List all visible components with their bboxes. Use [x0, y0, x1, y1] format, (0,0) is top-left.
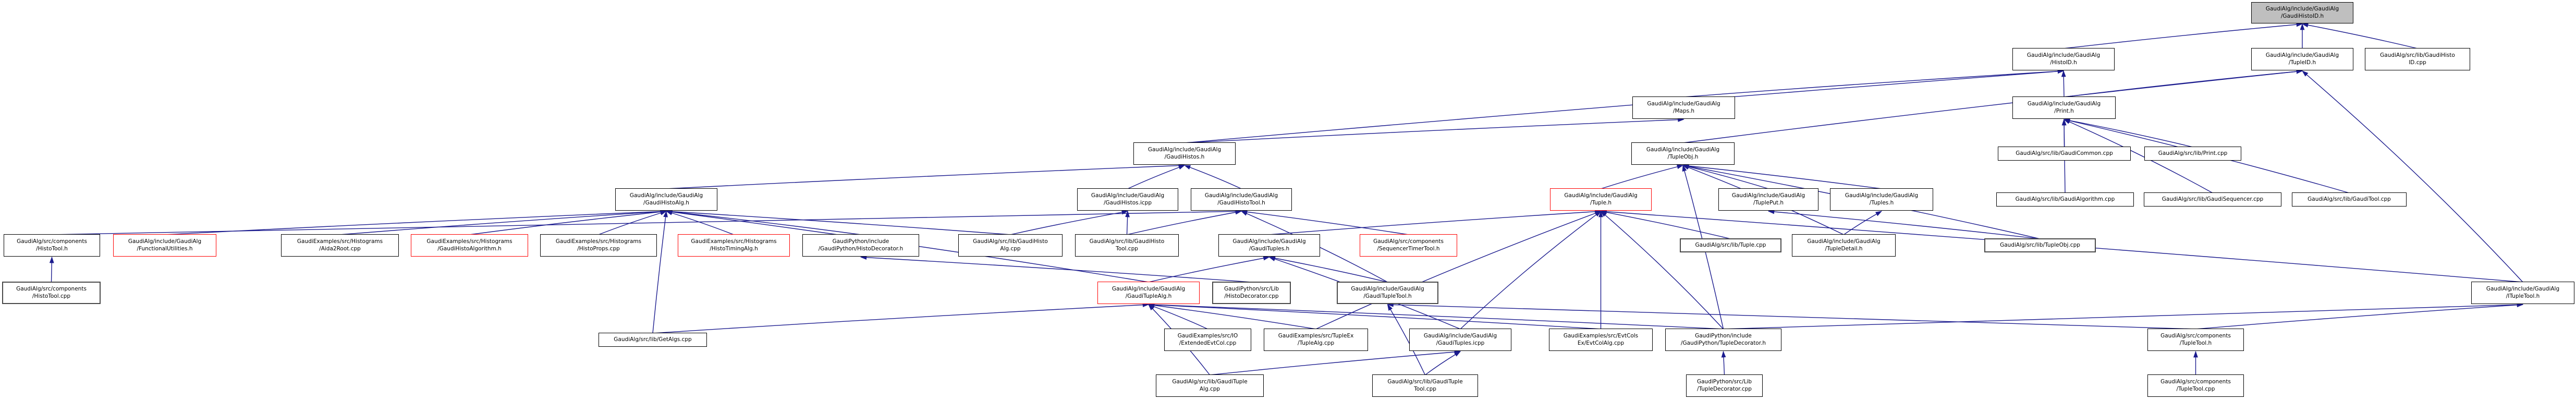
graph-node-gaudi-histo-alg-cpp[interactable] [958, 234, 1063, 257]
graph-node-tuples-h-label-line-2: /Tuples.h [1869, 199, 1894, 206]
graph-node-gaudi-histo-algorithm-h-label-line-2: /GaudiHistoAlgorithm.h [437, 245, 502, 252]
graph-node-get-algs-cpp[interactable] [599, 333, 707, 347]
graph-node-tuple-decorator-h-label-line-1: GaudiPython/include [1695, 332, 1752, 339]
graph-node-print-h-label-line-2: /Print.h [2054, 107, 2074, 114]
graph-node-gaudi-histo-tool-cpp-label-line-2: Tool.cpp [1116, 245, 1138, 252]
include-edge-gaudi-histo-alg-cpp-to-gaudi-histo-alg-h [666, 211, 1010, 235]
graph-node-sequencer-timer-tool-h[interactable] [1360, 234, 1457, 257]
include-edge-functional-utilities-h-to-gaudi-histo-alg-h [165, 211, 666, 235]
graph-node-histo-id-h-label-line-1: GaudiAlg/include/GaudiAlg [2026, 52, 2101, 58]
graph-node-gaudi-histos-icpp[interactable] [1077, 188, 1178, 211]
graph-node-tuple-alg-cpp[interactable] [1264, 329, 1368, 351]
graph-node-functional-utilities-h-label-line-1: GaudiAlg/include/GaudiAlg [128, 238, 202, 245]
graph-node-tuple-decorator-h[interactable] [1665, 329, 1781, 351]
graph-node-tuple-h-label-line-1: GaudiAlg/include/GaudiAlg [1564, 192, 1638, 199]
graph-node-gaudi-histo-algorithm-h-label-line-1: GaudiExamples/src/Histograms [426, 238, 512, 245]
graph-node-gaudi-histo-tool-cpp[interactable] [1075, 234, 1179, 257]
include-edge-gaudi-tuples-h-to-tuple-h [1269, 211, 1601, 235]
graph-node-gaudi-histo-alg-cpp-label-line-2: Alg.cpp [1000, 245, 1021, 252]
include-edge-sequencer-timer-tool-h-to-gaudi-histo-tool-h [1241, 211, 1409, 235]
graph-node-gaudi-tuple-alg-h-label-line-1: GaudiAlg/include/GaudiAlg [1112, 285, 1186, 292]
graph-node-gaudi-histo-tool-h[interactable] [1191, 188, 1292, 211]
graph-node-tuple-tool-h-label-line-2: /TupleTool.h [2179, 340, 2212, 346]
graph-node-print-cpp[interactable] [2144, 147, 2241, 161]
include-edge-tuple-cpp-to-tuple-h [1601, 211, 1731, 239]
graph-node-histo-tool-cpp-label-line-2: /HistoTool.cpp [32, 293, 71, 299]
graph-node-tuple-id-h[interactable] [2251, 48, 2353, 70]
graph-node-gaudi-algorithm-cpp-label-line-1: GaudiAlg/src/lib/GaudiAlgorithm.cpp [2015, 196, 2115, 202]
graph-node-tuple-put-h-label-line-2: /TuplePut.h [1753, 199, 1784, 206]
include-edge-tuple-alg-cpp-to-gaudi-tuple-alg-h [1149, 305, 1316, 329]
graph-node-tuple-obj-cpp-label-line-1: GaudiAlg/src/lib/TupleObj.cpp [2000, 241, 2080, 248]
include-edge-tuple-obj-h-to-tuple-id-h [1683, 71, 2302, 143]
graph-node-gaudi-histos-icpp-label-line-1: GaudiAlg/include/GaudiAlg [1091, 192, 1165, 199]
graph-node-tuple-tool-cpp-label-line-2: /TupleTool.cpp [2176, 385, 2215, 392]
graph-node-gaudi-tuple-alg-cpp[interactable] [1156, 374, 1264, 397]
graph-node-sequencer-timer-tool-h-label-line-1: GaudiAlg/src/components [1373, 238, 1444, 245]
graph-node-gaudi-tuples-h[interactable] [1218, 234, 1320, 257]
include-edge-tuple-h-to-tuple-obj-h [1601, 165, 1683, 189]
graph-node-tuple-tool-h[interactable] [2147, 329, 2244, 351]
graph-node-tuple-id-h-label-line-2: /TupleID.h [2288, 59, 2316, 66]
graph-node-gaudi-common-cpp-label-line-1: GaudiAlg/src/lib/GaudiCommon.cpp [2016, 150, 2113, 156]
graph-node-i-tuple-tool-h-label-line-1: GaudiAlg/include/GaudiAlg [2486, 285, 2560, 292]
include-edge-tuple-tool-h-to-gaudi-tuple-tool-h [1388, 305, 2196, 329]
graph-node-maps-h-label-line-2: /Maps.h [1672, 107, 1695, 114]
graph-node-histo-tool-h-label-line-1: GaudiAlg/src/components [17, 238, 87, 245]
include-edge-get-algs-cpp-to-gaudi-tuple-alg-h [653, 305, 1149, 333]
graph-node-aida2root-cpp-label-line-2: /Aida2Root.cpp [319, 245, 361, 252]
graph-node-gaudi-common-cpp[interactable] [1998, 147, 2131, 161]
graph-node-functional-utilities-h[interactable] [113, 234, 216, 257]
graph-node-gaudi-tuple-alg-h-label-line-2: /GaudiTupleAlg.h [1125, 293, 1172, 299]
include-edge-histo-id-h-to-gaudi-histo-id-h [2064, 24, 2302, 49]
graph-node-gaudi-histo-algorithm-h[interactable] [411, 234, 528, 257]
graph-node-tuple-detail-h-label-line-2: /TupleDetail.h [1825, 245, 1863, 252]
graph-node-tuple-decorator-cpp-label-line-1: GaudiPython/src/Lib [1696, 378, 1752, 385]
graph-node-aida2root-cpp-label-line-1: GaudiExamples/src/Histograms [297, 238, 383, 245]
graph-node-histo-id-h[interactable] [2012, 48, 2115, 70]
graph-node-tuples-h-label-line-1: GaudiAlg/include/GaudiAlg [1845, 192, 1919, 199]
graph-node-histo-tool-h-label-line-2: /HistoTool.h [36, 245, 68, 252]
graph-node-gaudi-tuples-icpp[interactable] [1409, 329, 1511, 351]
graph-node-tuple-tool-cpp[interactable] [2147, 374, 2244, 397]
graph-node-gaudi-histo-alg-h-label-line-1: GaudiAlg/include/GaudiAlg [629, 192, 703, 199]
graph-node-tuples-h[interactable] [1830, 188, 1933, 211]
include-edge-gaudi-tuple-alg-cpp-to-gaudi-tuples-icpp [1210, 351, 1461, 375]
graph-node-histo-tool-h[interactable] [4, 234, 100, 257]
graph-node-gaudi-tuples-icpp-label-line-2: /GaudiTuples.icpp [1436, 340, 1485, 346]
graph-node-gaudi-histos-h-label-line-1: GaudiAlg/include/GaudiAlg [1147, 146, 1222, 153]
graph-node-tuple-decorator-h-label-line-2: /GaudiPython/TupleDecorator.h [1680, 340, 1766, 346]
graph-node-tuple-cpp[interactable] [1680, 238, 1781, 252]
graph-node-gaudi-histo-alg-cpp-label-line-1: GaudiAlg/src/lib/GaudiHisto [973, 238, 1048, 245]
graph-node-tuple-tool-cpp-label-line-1: GaudiAlg/src/components [2160, 378, 2231, 385]
graph-node-extended-evt-col-cpp[interactable] [1164, 329, 1251, 351]
include-edge-gaudi-histo-tool-cpp-to-gaudi-histo-tool-h [1127, 211, 1242, 235]
graph-node-print-cpp-label-line-1: GaudiAlg/src/lib/Print.cpp [2158, 150, 2228, 156]
graph-node-print-h[interactable] [2012, 96, 2116, 119]
include-edge-get-algs-cpp-to-gaudi-histo-alg-h [653, 211, 666, 333]
include-edge-gaudi-histos-h-to-histo-id-h [1185, 71, 2064, 143]
include-edge-tuple-decorator-cpp-to-tuple-decorator-h [1724, 351, 1725, 375]
include-edge-histo-decorator-cpp-to-histo-decorator-h [861, 257, 1252, 282]
graph-node-gaudi-tuple-tool-cpp-label-line-1: GaudiAlg/src/lib/GaudiTuple [1387, 378, 1463, 385]
graph-node-tuple-obj-cpp[interactable] [1984, 238, 2096, 252]
graph-node-gaudi-tuple-tool-cpp-label-line-2: Tool.cpp [1414, 385, 1436, 392]
graph-node-gaudi-histos-h-label-line-2: /GaudiHistos.h [1164, 153, 1205, 160]
graph-node-histo-decorator-cpp-label-line-2: /HistoDecorator.cpp [1224, 293, 1279, 299]
graph-node-histo-props-cpp-label-line-2: /HistoProps.cpp [577, 245, 620, 252]
include-edge-gaudi-histos-h-to-maps-h [1185, 119, 1684, 143]
graph-node-histo-timing-alg-h-label-line-2: /HistoTimingAlg.h [710, 245, 758, 252]
graph-node-evt-col-alg-cpp[interactable] [1549, 329, 1653, 351]
graph-node-tuple-h[interactable] [1550, 188, 1652, 211]
include-edge-maps-h-to-histo-id-h [1684, 71, 2064, 97]
graph-node-gaudi-histo-id-h-label-line-1: GaudiAlg/include/GaudiAlg [2265, 5, 2339, 12]
include-edge-gaudi-histo-alg-h-to-gaudi-histos-h [666, 165, 1185, 189]
graph-node-gaudi-sequencer-cpp[interactable] [2144, 192, 2281, 207]
graph-node-histo-decorator-h-label-line-2: /GaudiPython/HistoDecorator.h [818, 245, 904, 252]
graph-node-gaudi-histo-id-h-label-line-2: /GaudiHistoID.h [2280, 13, 2324, 19]
graph-node-gaudi-tuple-tool-h-label-line-2: /GaudiTupleTool.h [1363, 293, 1412, 299]
include-edge-i-tuple-tool-h-to-tuple-id-h [2302, 71, 2523, 282]
graph-node-histo-props-cpp-label-line-1: GaudiExamples/src/Histograms [555, 238, 642, 245]
graph-node-i-tuple-tool-h[interactable] [2471, 282, 2574, 304]
graph-node-tuple-detail-h[interactable] [1792, 234, 1896, 257]
graph-node-gaudi-tuple-tool-h[interactable] [1337, 282, 1438, 304]
graph-node-histo-decorator-h[interactable] [802, 234, 919, 257]
include-edge-aida2root-cpp-to-gaudi-histo-alg-h [340, 211, 666, 235]
graph-node-functional-utilities-h-label-line-2: /FunctionalUtilities.h [137, 245, 193, 252]
graph-node-gaudi-tuple-alg-cpp-label-line-2: Alg.cpp [1199, 385, 1220, 392]
include-edge-gaudi-histos-icpp-to-gaudi-histos-h [1128, 165, 1185, 189]
graph-node-gaudi-histo-id-h[interactable] [2251, 2, 2353, 23]
include-edge-gaudi-tuples-icpp-to-tuple-h [1460, 211, 1601, 329]
graph-node-gaudi-algorithm-cpp[interactable] [1996, 192, 2134, 207]
graph-node-gaudi-histo-tool-h-label-line-2: /GaudiHistoTool.h [1217, 199, 1265, 206]
graph-node-tuple-h-label-line-2: /Tuple.h [1590, 199, 1612, 206]
include-edge-evt-col-alg-cpp-to-gaudi-tuple-alg-h [1149, 305, 1601, 329]
graph-node-tuple-obj-h-label-line-1: GaudiAlg/include/GaudiAlg [1646, 146, 1720, 153]
graph-node-tuple-tool-h-label-line-1: GaudiAlg/src/components [2160, 332, 2231, 339]
graph-node-gaudi-tuples-h-label-line-1: GaudiAlg/include/GaudiAlg [1232, 238, 1306, 245]
graph-node-gaudi-tuple-tool-cpp[interactable] [1372, 374, 1478, 397]
graph-node-tuple-put-h[interactable] [1718, 188, 1818, 211]
graph-node-maps-h[interactable] [1632, 96, 1735, 119]
graph-node-histo-timing-alg-h-label-line-1: GaudiExamples/src/Histograms [691, 238, 777, 245]
graph-node-gaudi-histos-icpp-label-line-2: /GaudiHistos.icpp [1104, 199, 1152, 206]
graph-node-tuple-decorator-cpp-label-line-2: /TupleDecorator.cpp [1697, 385, 1752, 392]
graph-node-gaudi-histo-alg-h-label-line-2: /GaudiHistoAlg.h [643, 199, 689, 206]
include-edge-gaudi-tuple-tool-h-to-gaudi-tuples-h [1269, 257, 1388, 282]
graph-node-tuple-cpp-label-line-1: GaudiAlg/src/lib/Tuple.cpp [1695, 241, 1766, 248]
graph-node-histo-tool-cpp-label-line-1: GaudiAlg/src/components [16, 285, 87, 292]
graph-node-gaudi-tool-cpp-label-line-1: GaudiAlg/src/lib/GaudiTool.cpp [2308, 196, 2391, 202]
graph-node-gaudi-histos-h[interactable] [1133, 142, 1236, 165]
graph-node-tuple-detail-h-label-line-1: GaudiAlg/include/GaudiAlg [1807, 238, 1881, 245]
graph-node-gaudi-tuple-alg-cpp-label-line-1: GaudiAlg/src/lib/GaudiTuple [1172, 378, 1248, 385]
graph-node-histo-decorator-cpp-label-line-1: GaudiPython/src/Lib [1224, 285, 1279, 292]
include-edge-tuple-tool-h-to-i-tuple-tool-h [2196, 305, 2523, 329]
graph-node-gaudi-tuple-alg-h[interactable] [1097, 282, 1200, 304]
graph-node-evt-col-alg-cpp-label-line-1: GaudiExamples/src/EvtCols [1563, 332, 1639, 339]
include-edge-tuple-put-h-to-tuple-obj-h [1683, 165, 1768, 189]
graph-node-gaudi-tuples-h-label-line-2: /GaudiTuples.h [1249, 245, 1290, 252]
graph-node-gaudi-histo-tool-h-label-line-1: GaudiAlg/include/GaudiAlg [1204, 192, 1278, 199]
include-edge-gaudi-tuple-alg-h-to-gaudi-tuples-h [1149, 257, 1269, 282]
graph-node-tuple-put-h-label-line-1: GaudiAlg/include/GaudiAlg [1731, 192, 1805, 199]
graph-node-tuple-obj-h[interactable] [1631, 142, 1735, 165]
graph-node-histo-decorator-cpp[interactable] [1212, 282, 1291, 304]
graph-node-print-h-label-line-1: GaudiAlg/include/GaudiAlg [2027, 100, 2101, 107]
graph-node-histo-id-h-label-line-2: /HistoID.h [2050, 59, 2077, 66]
graph-node-extended-evt-col-cpp-label-line-1: GaudiExamples/src/IO [1177, 332, 1238, 339]
graph-node-gaudi-histo-id-cpp-label-line-2: ID.cpp [2409, 59, 2426, 66]
graph-node-get-algs-cpp-label-line-1: GaudiAlg/src/lib/GetAlgs.cpp [614, 336, 692, 343]
graph-node-aida2root-cpp[interactable] [281, 234, 399, 257]
graph-node-tuple-id-h-label-line-1: GaudiAlg/include/GaudiAlg [2265, 52, 2339, 58]
graph-node-extended-evt-col-cpp-label-line-2: /ExtendedEvtCol.cpp [1179, 340, 1237, 346]
include-edge-tuple-alg-cpp-to-tuple-h [1316, 211, 1601, 329]
graph-node-tuple-alg-cpp-label-line-2: /TupleAlg.cpp [1297, 340, 1335, 346]
include-edge-tuple-decorator-h-to-i-tuple-tool-h [1724, 305, 2523, 329]
include-edge-gaudi-histo-tool-cpp-to-gaudi-histos-icpp [1127, 211, 1128, 235]
graph-node-evt-col-alg-cpp-label-line-2: Ex/EvtColAlg.cpp [1577, 340, 1625, 346]
graph-node-tuple-decorator-cpp[interactable] [1686, 374, 1763, 397]
graph-node-gaudi-histo-id-cpp[interactable] [2365, 48, 2470, 70]
graph-node-tuple-obj-h-label-line-2: /TupleObj.h [1667, 153, 1699, 160]
graph-node-gaudi-histo-tool-cpp-label-line-1: GaudiAlg/src/lib/GaudiHisto [1089, 238, 1165, 245]
graph-node-gaudi-sequencer-cpp-label-line-1: GaudiAlg/src/lib/GaudiSequencer.cpp [2162, 196, 2264, 202]
graph-node-gaudi-tool-cpp[interactable] [2292, 192, 2407, 207]
include-edge-gaudi-histo-tool-h-to-gaudi-histos-h [1185, 165, 1241, 189]
include-edge-gaudi-tuple-tool-cpp-to-gaudi-tuples-icpp [1425, 351, 1461, 375]
graph-node-sequencer-timer-tool-h-label-line-2: /SequencerTimerTool.h [1377, 245, 1440, 252]
graph-node-gaudi-tuples-icpp-label-line-1: GaudiAlg/include/GaudiAlg [1423, 332, 1497, 339]
graph-node-histo-tool-cpp[interactable] [2, 282, 101, 304]
graph-node-i-tuple-tool-h-label-line-2: /ITupleTool.h [2506, 293, 2540, 299]
graph-node-gaudi-tuple-tool-h-label-line-1: GaudiAlg/include/GaudiAlg [1351, 285, 1424, 292]
graph-node-gaudi-histo-id-cpp-label-line-1: GaudiAlg/src/lib/GaudiHisto [2380, 52, 2455, 58]
graph-node-tuple-alg-cpp-label-line-1: GaudiExamples/src/TupleEx [1278, 332, 1354, 339]
graph-node-histo-timing-alg-h[interactable] [678, 234, 790, 257]
graph-node-histo-props-cpp[interactable] [540, 234, 657, 257]
graph-node-gaudi-histo-alg-h[interactable] [615, 188, 717, 211]
graph-node-maps-h-label-line-1: GaudiAlg/include/GaudiAlg [1647, 100, 1720, 107]
graph-node-histo-decorator-h-label-line-1: GaudiPython/include [832, 238, 889, 245]
include-edge-gaudi-histo-id-cpp-to-gaudi-histo-id-h [2302, 24, 2418, 49]
